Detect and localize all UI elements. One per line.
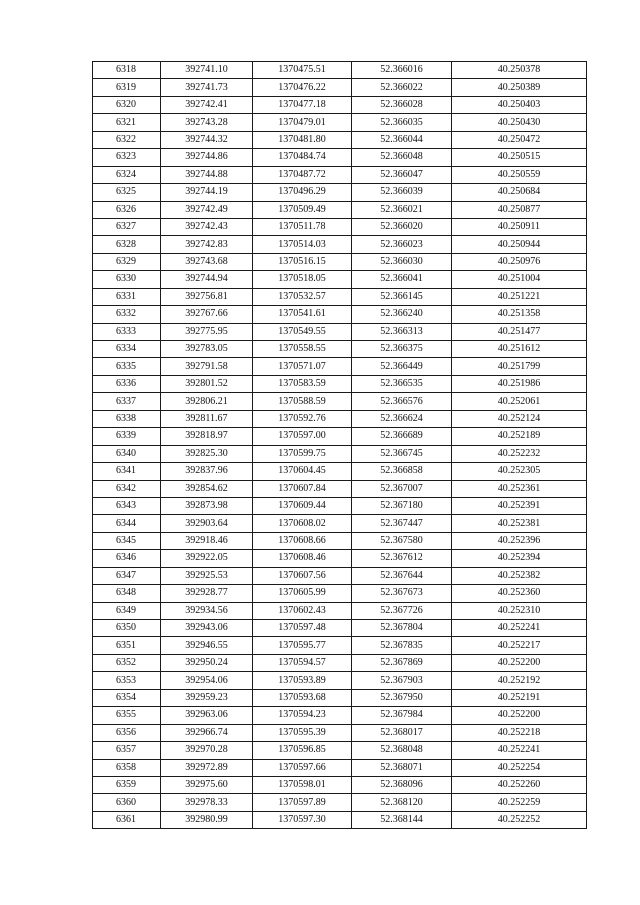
x-coordinate-cell: 392980.99 <box>161 811 253 828</box>
y-coordinate-cell: 1370597.30 <box>253 811 352 828</box>
point-number-cell: 6341 <box>93 463 161 480</box>
y-coordinate-cell: 1370592.76 <box>253 410 352 427</box>
x-coordinate-cell: 392922.05 <box>161 550 253 567</box>
table-row <box>93 428 587 445</box>
table-row <box>93 445 587 462</box>
x-coordinate-cell: 392744.19 <box>161 184 253 201</box>
x-coordinate-cell: 392783.05 <box>161 341 253 358</box>
latitude-cell: 52.366313 <box>352 323 452 340</box>
latitude-cell: 52.368096 <box>352 776 452 793</box>
table-row <box>93 253 587 270</box>
longitude-cell: 40.251477 <box>452 323 587 340</box>
point-number-cell: 6361 <box>93 811 161 828</box>
y-coordinate-cell: 1370479.01 <box>253 114 352 131</box>
table-row <box>93 463 587 480</box>
point-number-cell: 6318 <box>93 62 161 79</box>
longitude-cell: 40.250472 <box>452 131 587 148</box>
y-coordinate-cell: 1370541.61 <box>253 306 352 323</box>
y-coordinate-cell: 1370597.00 <box>253 428 352 445</box>
latitude-cell: 52.368144 <box>352 811 452 828</box>
y-coordinate-cell: 1370593.68 <box>253 689 352 706</box>
table-row <box>93 794 587 811</box>
table-row <box>93 218 587 235</box>
longitude-cell: 40.252241 <box>452 620 587 637</box>
y-coordinate-cell: 1370477.18 <box>253 96 352 113</box>
longitude-cell: 40.252189 <box>452 428 587 445</box>
x-coordinate-cell: 392756.81 <box>161 288 253 305</box>
latitude-cell: 52.366375 <box>352 341 452 358</box>
latitude-cell: 52.368017 <box>352 724 452 741</box>
longitude-cell: 40.252218 <box>452 724 587 741</box>
y-coordinate-cell: 1370595.77 <box>253 637 352 654</box>
latitude-cell: 52.368048 <box>352 742 452 759</box>
point-number-cell: 6347 <box>93 567 161 584</box>
longitude-cell: 40.252361 <box>452 480 587 497</box>
point-number-cell: 6345 <box>93 532 161 549</box>
x-coordinate-cell: 392744.94 <box>161 271 253 288</box>
longitude-cell: 40.252191 <box>452 689 587 706</box>
latitude-cell: 52.366240 <box>352 306 452 323</box>
latitude-cell: 52.367984 <box>352 707 452 724</box>
longitude-cell: 40.252192 <box>452 672 587 689</box>
point-number-cell: 6326 <box>93 201 161 218</box>
x-coordinate-cell: 392801.52 <box>161 375 253 392</box>
x-coordinate-cell: 392825.30 <box>161 445 253 462</box>
x-coordinate-cell: 392742.41 <box>161 96 253 113</box>
x-coordinate-cell: 392742.83 <box>161 236 253 253</box>
point-number-cell: 6330 <box>93 271 161 288</box>
table-row <box>93 654 587 671</box>
y-coordinate-cell: 1370608.66 <box>253 532 352 549</box>
table-row <box>93 602 587 619</box>
table-row <box>93 341 587 358</box>
latitude-cell: 52.366039 <box>352 184 452 201</box>
y-coordinate-cell: 1370599.75 <box>253 445 352 462</box>
latitude-cell: 52.366624 <box>352 410 452 427</box>
x-coordinate-cell: 392743.28 <box>161 114 253 131</box>
table-row <box>93 236 587 253</box>
x-coordinate-cell: 392744.88 <box>161 166 253 183</box>
longitude-cell: 40.251358 <box>452 306 587 323</box>
y-coordinate-cell: 1370588.59 <box>253 393 352 410</box>
point-number-cell: 6349 <box>93 602 161 619</box>
x-coordinate-cell: 392978.33 <box>161 794 253 811</box>
longitude-cell: 40.250389 <box>452 79 587 96</box>
y-coordinate-cell: 1370607.84 <box>253 480 352 497</box>
latitude-cell: 52.366035 <box>352 114 452 131</box>
point-number-cell: 6344 <box>93 515 161 532</box>
latitude-cell: 52.366145 <box>352 288 452 305</box>
y-coordinate-cell: 1370609.44 <box>253 497 352 514</box>
y-coordinate-cell: 1370571.07 <box>253 358 352 375</box>
latitude-cell: 52.366023 <box>352 236 452 253</box>
table-row <box>93 62 587 79</box>
table-row <box>93 637 587 654</box>
latitude-cell: 52.367726 <box>352 602 452 619</box>
longitude-cell: 40.250515 <box>452 149 587 166</box>
latitude-cell: 52.367673 <box>352 585 452 602</box>
latitude-cell: 52.366022 <box>352 79 452 96</box>
x-coordinate-cell: 392837.96 <box>161 463 253 480</box>
table-row <box>93 166 587 183</box>
table-row <box>93 393 587 410</box>
x-coordinate-cell: 392928.77 <box>161 585 253 602</box>
point-number-cell: 6331 <box>93 288 161 305</box>
table-row <box>93 271 587 288</box>
y-coordinate-cell: 1370518.05 <box>253 271 352 288</box>
x-coordinate-cell: 392806.21 <box>161 393 253 410</box>
point-number-cell: 6359 <box>93 776 161 793</box>
point-number-cell: 6358 <box>93 759 161 776</box>
longitude-cell: 40.252391 <box>452 497 587 514</box>
point-number-cell: 6332 <box>93 306 161 323</box>
longitude-cell: 40.250684 <box>452 184 587 201</box>
point-number-cell: 6343 <box>93 497 161 514</box>
latitude-cell: 52.367950 <box>352 689 452 706</box>
x-coordinate-cell: 392925.53 <box>161 567 253 584</box>
latitude-cell: 52.366016 <box>352 62 452 79</box>
x-coordinate-cell: 392743.68 <box>161 253 253 270</box>
point-number-cell: 6360 <box>93 794 161 811</box>
longitude-cell: 40.250944 <box>452 236 587 253</box>
coordinate-table-body <box>93 62 587 829</box>
point-number-cell: 6340 <box>93 445 161 462</box>
latitude-cell: 52.367903 <box>352 672 452 689</box>
y-coordinate-cell: 1370597.48 <box>253 620 352 637</box>
longitude-cell: 40.252252 <box>452 811 587 828</box>
table-row <box>93 550 587 567</box>
latitude-cell: 52.366689 <box>352 428 452 445</box>
x-coordinate-cell: 392963.06 <box>161 707 253 724</box>
x-coordinate-cell: 392742.49 <box>161 201 253 218</box>
latitude-cell: 52.367869 <box>352 654 452 671</box>
longitude-cell: 40.251799 <box>452 358 587 375</box>
y-coordinate-cell: 1370516.15 <box>253 253 352 270</box>
y-coordinate-cell: 1370484.74 <box>253 149 352 166</box>
point-number-cell: 6328 <box>93 236 161 253</box>
table-row <box>93 149 587 166</box>
table-row <box>93 288 587 305</box>
point-number-cell: 6324 <box>93 166 161 183</box>
latitude-cell: 52.366576 <box>352 393 452 410</box>
longitude-cell: 40.251221 <box>452 288 587 305</box>
point-number-cell: 6333 <box>93 323 161 340</box>
point-number-cell: 6322 <box>93 131 161 148</box>
longitude-cell: 40.252310 <box>452 602 587 619</box>
x-coordinate-cell: 392970.28 <box>161 742 253 759</box>
y-coordinate-cell: 1370487.72 <box>253 166 352 183</box>
table-row <box>93 201 587 218</box>
point-number-cell: 6320 <box>93 96 161 113</box>
longitude-cell: 40.252394 <box>452 550 587 567</box>
x-coordinate-cell: 392854.62 <box>161 480 253 497</box>
latitude-cell: 52.366041 <box>352 271 452 288</box>
x-coordinate-cell: 392975.60 <box>161 776 253 793</box>
longitude-cell: 40.252360 <box>452 585 587 602</box>
x-coordinate-cell: 392954.06 <box>161 672 253 689</box>
y-coordinate-cell: 1370604.45 <box>253 463 352 480</box>
point-number-cell: 6335 <box>93 358 161 375</box>
point-number-cell: 6356 <box>93 724 161 741</box>
y-coordinate-cell: 1370558.55 <box>253 341 352 358</box>
point-number-cell: 6336 <box>93 375 161 392</box>
table-row <box>93 707 587 724</box>
point-number-cell: 6339 <box>93 428 161 445</box>
y-coordinate-cell: 1370496.29 <box>253 184 352 201</box>
x-coordinate-cell: 392742.43 <box>161 218 253 235</box>
x-coordinate-cell: 392818.97 <box>161 428 253 445</box>
latitude-cell: 52.366858 <box>352 463 452 480</box>
point-number-cell: 6329 <box>93 253 161 270</box>
table-row <box>93 375 587 392</box>
longitude-cell: 40.252396 <box>452 532 587 549</box>
x-coordinate-cell: 392959.23 <box>161 689 253 706</box>
x-coordinate-cell: 392767.66 <box>161 306 253 323</box>
table-row <box>93 131 587 148</box>
table-row <box>93 567 587 584</box>
point-number-cell: 6357 <box>93 742 161 759</box>
latitude-cell: 52.366048 <box>352 149 452 166</box>
y-coordinate-cell: 1370549.55 <box>253 323 352 340</box>
table-row <box>93 532 587 549</box>
y-coordinate-cell: 1370532.57 <box>253 288 352 305</box>
point-number-cell: 6346 <box>93 550 161 567</box>
longitude-cell: 40.252200 <box>452 654 587 671</box>
latitude-cell: 52.367580 <box>352 532 452 549</box>
longitude-cell: 40.251612 <box>452 341 587 358</box>
y-coordinate-cell: 1370594.57 <box>253 654 352 671</box>
longitude-cell: 40.252241 <box>452 742 587 759</box>
longitude-cell: 40.252124 <box>452 410 587 427</box>
latitude-cell: 52.367804 <box>352 620 452 637</box>
longitude-cell: 40.250911 <box>452 218 587 235</box>
x-coordinate-cell: 392934.56 <box>161 602 253 619</box>
longitude-cell: 40.252305 <box>452 463 587 480</box>
latitude-cell: 52.367447 <box>352 515 452 532</box>
y-coordinate-cell: 1370509.49 <box>253 201 352 218</box>
table-row <box>93 480 587 497</box>
x-coordinate-cell: 392972.89 <box>161 759 253 776</box>
point-number-cell: 6352 <box>93 654 161 671</box>
table-row <box>93 497 587 514</box>
table-row <box>93 79 587 96</box>
table-row <box>93 96 587 113</box>
point-number-cell: 6334 <box>93 341 161 358</box>
table-row <box>93 742 587 759</box>
point-number-cell: 6319 <box>93 79 161 96</box>
y-coordinate-cell: 1370608.46 <box>253 550 352 567</box>
y-coordinate-cell: 1370597.66 <box>253 759 352 776</box>
y-coordinate-cell: 1370608.02 <box>253 515 352 532</box>
point-number-cell: 6321 <box>93 114 161 131</box>
table-row <box>93 620 587 637</box>
point-number-cell: 6351 <box>93 637 161 654</box>
point-number-cell: 6354 <box>93 689 161 706</box>
longitude-cell: 40.252260 <box>452 776 587 793</box>
y-coordinate-cell: 1370583.59 <box>253 375 352 392</box>
y-coordinate-cell: 1370476.22 <box>253 79 352 96</box>
table-row <box>93 672 587 689</box>
table-row <box>93 811 587 828</box>
latitude-cell: 52.366535 <box>352 375 452 392</box>
x-coordinate-cell: 392946.55 <box>161 637 253 654</box>
point-number-cell: 6338 <box>93 410 161 427</box>
latitude-cell: 52.366020 <box>352 218 452 235</box>
longitude-cell: 40.252217 <box>452 637 587 654</box>
y-coordinate-cell: 1370607.56 <box>253 567 352 584</box>
x-coordinate-cell: 392744.32 <box>161 131 253 148</box>
coordinate-table <box>92 61 587 829</box>
y-coordinate-cell: 1370593.89 <box>253 672 352 689</box>
table-row <box>93 323 587 340</box>
longitude-cell: 40.252200 <box>452 707 587 724</box>
longitude-cell: 40.250976 <box>452 253 587 270</box>
point-number-cell: 6337 <box>93 393 161 410</box>
point-number-cell: 6323 <box>93 149 161 166</box>
table-row <box>93 410 587 427</box>
latitude-cell: 52.367612 <box>352 550 452 567</box>
point-number-cell: 6325 <box>93 184 161 201</box>
x-coordinate-cell: 392873.98 <box>161 497 253 514</box>
y-coordinate-cell: 1370605.99 <box>253 585 352 602</box>
latitude-cell: 52.368120 <box>352 794 452 811</box>
y-coordinate-cell: 1370475.51 <box>253 62 352 79</box>
point-number-cell: 6355 <box>93 707 161 724</box>
y-coordinate-cell: 1370598.01 <box>253 776 352 793</box>
x-coordinate-cell: 392943.06 <box>161 620 253 637</box>
latitude-cell: 52.366044 <box>352 131 452 148</box>
longitude-cell: 40.250403 <box>452 96 587 113</box>
y-coordinate-cell: 1370595.39 <box>253 724 352 741</box>
point-number-cell: 6353 <box>93 672 161 689</box>
longitude-cell: 40.252381 <box>452 515 587 532</box>
y-coordinate-cell: 1370511.78 <box>253 218 352 235</box>
latitude-cell: 52.366449 <box>352 358 452 375</box>
longitude-cell: 40.252232 <box>452 445 587 462</box>
x-coordinate-cell: 392744.86 <box>161 149 253 166</box>
latitude-cell: 52.367835 <box>352 637 452 654</box>
y-coordinate-cell: 1370596.85 <box>253 742 352 759</box>
longitude-cell: 40.250559 <box>452 166 587 183</box>
latitude-cell: 52.367007 <box>352 480 452 497</box>
latitude-cell: 52.366047 <box>352 166 452 183</box>
table-row <box>93 114 587 131</box>
x-coordinate-cell: 392741.73 <box>161 79 253 96</box>
x-coordinate-cell: 392950.24 <box>161 654 253 671</box>
latitude-cell: 52.366030 <box>352 253 452 270</box>
y-coordinate-cell: 1370602.43 <box>253 602 352 619</box>
longitude-cell: 40.252254 <box>452 759 587 776</box>
longitude-cell: 40.250378 <box>452 62 587 79</box>
table-row <box>93 724 587 741</box>
longitude-cell: 40.251986 <box>452 375 587 392</box>
y-coordinate-cell: 1370597.89 <box>253 794 352 811</box>
x-coordinate-cell: 392966.74 <box>161 724 253 741</box>
table-row <box>93 515 587 532</box>
latitude-cell: 52.367180 <box>352 497 452 514</box>
latitude-cell: 52.368071 <box>352 759 452 776</box>
y-coordinate-cell: 1370514.03 <box>253 236 352 253</box>
x-coordinate-cell: 392791.58 <box>161 358 253 375</box>
latitude-cell: 52.366021 <box>352 201 452 218</box>
latitude-cell: 52.366745 <box>352 445 452 462</box>
table-row <box>93 358 587 375</box>
point-number-cell: 6350 <box>93 620 161 637</box>
x-coordinate-cell: 392775.95 <box>161 323 253 340</box>
table-row <box>93 184 587 201</box>
table-row <box>93 689 587 706</box>
latitude-cell: 52.367644 <box>352 567 452 584</box>
table-row <box>93 776 587 793</box>
latitude-cell: 52.366028 <box>352 96 452 113</box>
point-number-cell: 6327 <box>93 218 161 235</box>
longitude-cell: 40.251004 <box>452 271 587 288</box>
longitude-cell: 40.252259 <box>452 794 587 811</box>
longitude-cell: 40.250877 <box>452 201 587 218</box>
y-coordinate-cell: 1370481.80 <box>253 131 352 148</box>
table-row <box>93 759 587 776</box>
x-coordinate-cell: 392811.67 <box>161 410 253 427</box>
point-number-cell: 6342 <box>93 480 161 497</box>
y-coordinate-cell: 1370594.23 <box>253 707 352 724</box>
longitude-cell: 40.250430 <box>452 114 587 131</box>
longitude-cell: 40.252382 <box>452 567 587 584</box>
x-coordinate-cell: 392903.64 <box>161 515 253 532</box>
point-number-cell: 6348 <box>93 585 161 602</box>
table-row <box>93 306 587 323</box>
x-coordinate-cell: 392918.46 <box>161 532 253 549</box>
longitude-cell: 40.252061 <box>452 393 587 410</box>
table-row <box>93 585 587 602</box>
x-coordinate-cell: 392741.10 <box>161 62 253 79</box>
